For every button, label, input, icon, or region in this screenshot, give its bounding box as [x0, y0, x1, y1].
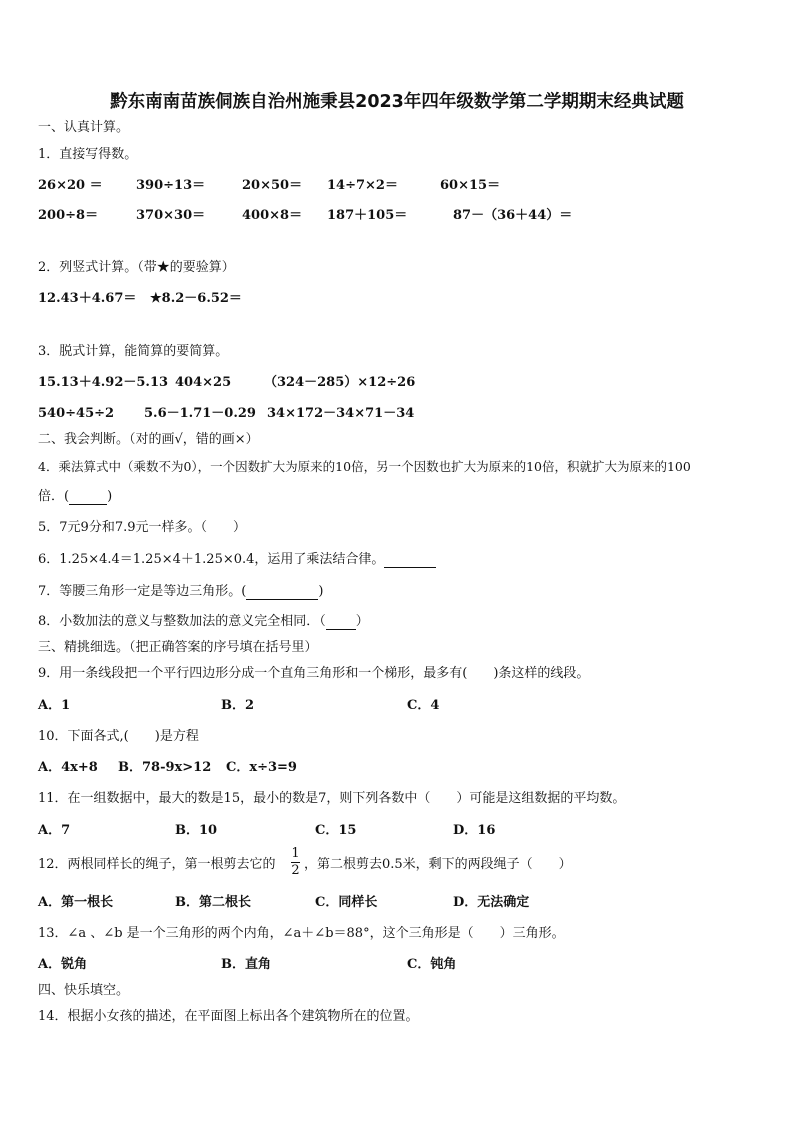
q2-item: 12.43＋4.67＝ — [38, 291, 137, 306]
question-5: 5．7元9分和7.9元一样多。（ ） — [38, 520, 246, 535]
q3-item: 540÷45÷2 — [38, 406, 115, 421]
answer-blank[interactable] — [69, 504, 107, 505]
q8-suffix: ） — [355, 614, 369, 629]
section-heading-2: 二、我会判断。（对的画√，错的画×） — [38, 432, 259, 447]
q6-text: 6．1.25×4.4＝1.25×4＋1.25×0.4，运用了乘法结合律。 — [38, 552, 385, 567]
option: A．1 — [38, 698, 71, 713]
question-1-heading: 1．直接写得数。 — [38, 147, 138, 162]
q2-item: ★8.2－6.52＝ — [150, 291, 242, 306]
page-title: 黔东南南苗族侗族自治州施秉县2023年四年级数学第二学期期末经典试题 — [110, 92, 684, 112]
fraction-one-half — [291, 847, 300, 878]
question-11: 11．在一组数据中，最大的数是15，最小的数是7，则下列各数中（ ）可能是这组数据的平均数。 — [38, 791, 626, 806]
answer-blank[interactable] — [246, 599, 318, 600]
q4-suffix: ) — [107, 489, 113, 504]
question-8 — [38, 614, 369, 630]
q1-item: 390÷13＝ — [136, 178, 206, 193]
option: B．直角 — [221, 957, 271, 972]
option: C．同样长 — [315, 895, 378, 910]
q8-prefix: 8．小数加法的意义与整数加法的意义完全相同．（ — [38, 614, 326, 629]
question-12-prefix: 12．两根同样长的绳子，第一根剪去它的 — [38, 857, 276, 872]
section-heading-3: 三、精挑细选。（把正确答案的序号填在括号里） — [38, 640, 318, 655]
option: B．2 — [221, 698, 255, 713]
question-6 — [38, 552, 436, 568]
section-heading-1: 一、认真计算。 — [38, 120, 130, 135]
answer-blank[interactable] — [384, 567, 436, 568]
answer-blank[interactable] — [326, 629, 356, 630]
question-4-line-2 — [38, 489, 112, 505]
option: C．x÷3=9 — [226, 760, 297, 775]
q3-item: 15.13＋4.92－5.13 — [38, 375, 169, 390]
option: C．4 — [407, 698, 440, 713]
option: B．10 — [175, 823, 218, 838]
option: A．第一根长 — [38, 895, 114, 910]
q1-item: 400×8＝ — [242, 208, 303, 223]
q3-item: （324－285）×12÷26 — [264, 375, 416, 390]
question-13: 13．∠a 、∠b 是一个三角形的两个内角，∠a＋∠b＝88°，这个三角形是（ ）三角形。 — [38, 926, 565, 941]
section-heading-4: 四、快乐填空。 — [38, 983, 130, 998]
option: C．15 — [315, 823, 357, 838]
q1-item: 20×50＝ — [242, 178, 303, 193]
q1-item: 187＋105＝ — [327, 208, 408, 223]
fraction-numerator: 1 — [291, 846, 300, 861]
q3-item: 34×172－34×71－34 — [267, 406, 415, 421]
option: A．4x+8 — [38, 760, 98, 775]
option: D．16 — [453, 823, 496, 838]
q3-item: 5.6－1.71－0.29 — [144, 406, 256, 421]
q7-prefix: 7．等腰三角形一定是等边三角形。( — [38, 584, 247, 599]
q4-prefix: 倍．( — [38, 489, 70, 504]
option: A．锐角 — [38, 957, 88, 972]
q1-item: 60×15＝ — [440, 178, 501, 193]
q1-item: 26×20 ＝ — [38, 178, 103, 193]
q7-suffix: ) — [318, 584, 324, 599]
question-14: 14．根据小女孩的描述，在平面图上标出各个建筑物所在的位置。 — [38, 1009, 419, 1024]
option: B．第二根长 — [175, 895, 251, 910]
q1-item: 14÷7×2＝ — [327, 178, 398, 193]
question-12-suffix: ，第二根剪去0.5米，剩下的两段绳子（ ） — [304, 857, 572, 872]
q1-item: 200÷8＝ — [38, 208, 99, 223]
option: B．78-9x>12 — [118, 760, 212, 775]
question-2-heading: 2．列竖式计算。（带★的要验算） — [38, 260, 235, 275]
question-9: 9．用一条线段把一个平行四边形分成一个直角三角形和一个梯形，最多有( )条这样的线段。 — [38, 666, 590, 681]
option: D．无法确定 — [453, 895, 530, 910]
option: A．7 — [38, 823, 71, 838]
q1-item: 87－（36＋44）＝ — [453, 208, 573, 223]
question-10: 10．下面各式,( )是方程 — [38, 729, 199, 744]
q1-item: 370×30＝ — [136, 208, 206, 223]
question-3-heading: 3．脱式计算，能简算的要简算。 — [38, 344, 229, 359]
fraction-denominator: 2 — [291, 863, 300, 878]
q3-item: 404×25 — [175, 375, 232, 390]
question-7 — [38, 584, 323, 600]
option: C．钝角 — [407, 957, 457, 972]
question-4-line-1: 4．乘法算式中（乘数不为0），一个因数扩大为原来的10倍，另一个因数也扩大为原来的10倍，积就扩大为原来的100 — [38, 459, 691, 474]
